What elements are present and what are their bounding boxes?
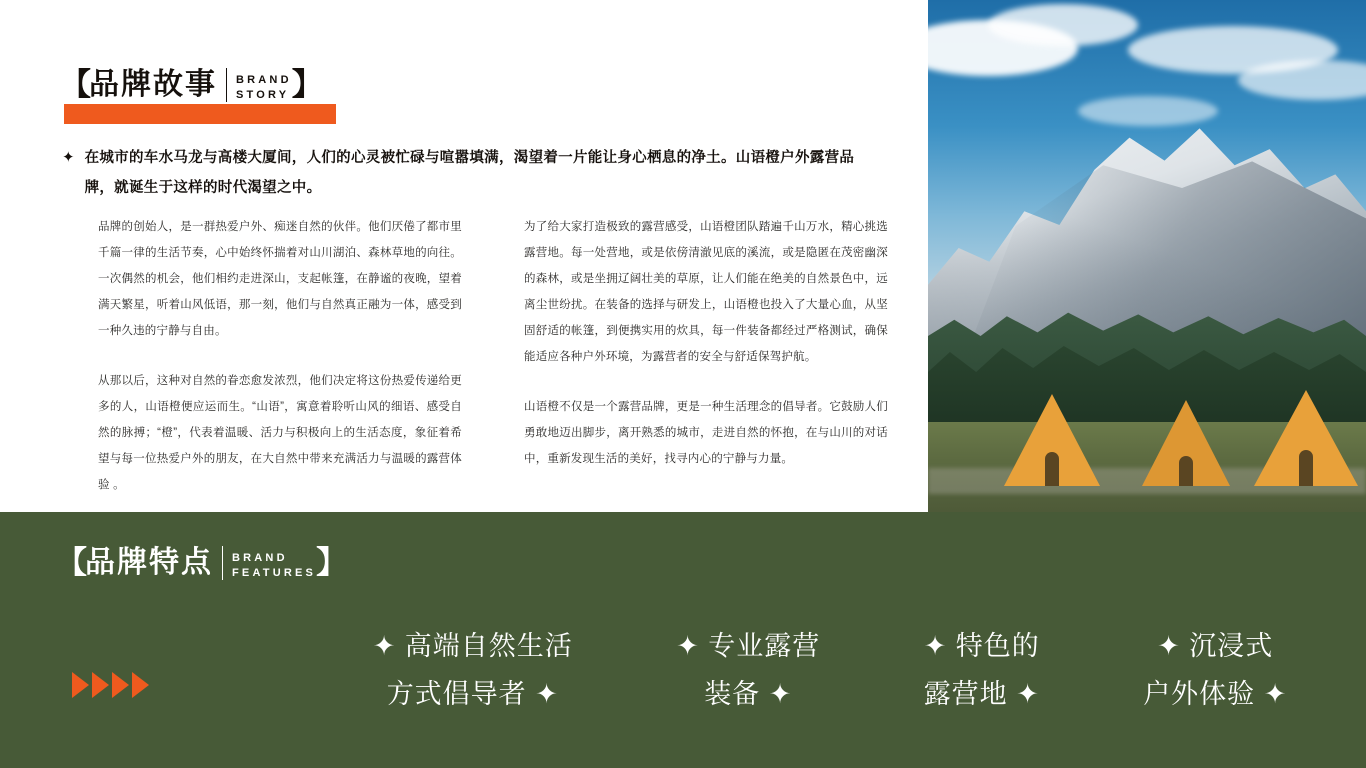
feature-item: [881, 622, 1083, 718]
feature-list: [330, 622, 1330, 718]
feature-line-1: ✦ 特色的: [923, 631, 1040, 661]
bracket-right: 】: [291, 67, 321, 102]
chevron-right-icon: [72, 672, 89, 698]
brand-story-title: [60, 66, 360, 128]
feature-line-2: 户外体验 ✦: [1143, 679, 1288, 709]
cloud: [988, 4, 1138, 46]
snow-mountain-campsite-photo: [928, 0, 1366, 512]
paragraph: 为了给大家打造极致的露营感受，山语橙团队踏遍千山万水，精心挑选露营地。每一处营地，或是依傍清澈见底的溪流，或是隐匿在茂密幽深的森林，或是坐拥辽阔壮美的草原，让人们能在绝美的自然景色中，远离尘世纷扰。在装备的选择与研发上，山语橙也投入了大量心血，从坚固舒适的帐篷，到便携实用的炊具，每一件装备都经过严格测试，确保能适应各种户外环境，为露营者的安全与舒适保驾护航。: [524, 221, 888, 363]
brand-features-title: [56, 544, 345, 582]
feature-line-1: ✦ 高端自然生活: [372, 631, 573, 661]
feature-item: [1101, 622, 1331, 718]
body-columns: [98, 214, 888, 498]
feature-line-2: 方式倡导者 ✦: [386, 679, 559, 709]
lead-paragraph-text: 在城市的车水马龙与高楼大厦间，人们的心灵被忙碌与喧嚣填满，渴望着一片能让身心栖息的净土。山语橙户外露营品牌，就诞生于这样的时代渴望之中。: [84, 150, 855, 196]
diamond-bullet-icon: ✦: [62, 149, 75, 166]
chevron-right-icon: [92, 672, 109, 698]
chevron-right-icon: [112, 672, 129, 698]
brand-story-title-en: [236, 73, 292, 103]
feature-line-2: 装备 ✦: [704, 679, 793, 709]
arrow-marker-group: [72, 672, 149, 698]
feature-line-2: 露营地 ✦: [923, 679, 1040, 709]
title-en-line1: BRAND: [236, 74, 292, 86]
bracket-left: 【: [60, 67, 89, 102]
chevron-right-icon: [132, 672, 149, 698]
brand-features-title-en: [232, 551, 316, 581]
paragraph: 品牌的创始人，是一群热爱户外、痴迷自然的伙伴。他们厌倦了都市里千篇一律的生活节奏，心中始终怀揣着对山川湖泊、森林草地的向往。一次偶然的机会，他们相约走进深山，支起帐篷，在静谧的夜晚，望着满天繁星，听着山风低语，那一刻，他们与自然真正融为一体，感受到一种久违的宁静与自由。: [98, 221, 462, 337]
feature-item: [330, 622, 616, 718]
tent-door: [1299, 450, 1313, 486]
brand-story-title-cn: 品牌故事: [89, 68, 217, 101]
bracket-left: 【: [56, 545, 85, 580]
feature-line-1: ✦ 专业露营: [676, 631, 821, 661]
brand-features-title-cn: 品牌特点: [85, 546, 213, 579]
feature-item: [634, 622, 864, 718]
body-column-left: [98, 214, 462, 498]
feature-line-1: ✦ 沉浸式: [1157, 631, 1274, 661]
title-en-line2: STORY: [236, 89, 290, 101]
title-en-line2: FEATURES: [232, 567, 317, 579]
bracket-right: 】: [316, 545, 346, 580]
paragraph: 山语橙不仅是一个露营品牌，更是一种生活理念的倡导者。它鼓励人们勇敢地迈出脚步，离开熟悉的城市，走进自然的怀抱，在与山川的对话中，重新发现生活的美好，找寻内心的宁静与力量。: [524, 401, 888, 465]
tent-door: [1045, 452, 1059, 486]
brand-features-section: [0, 512, 1366, 768]
paragraph: 从那以后，这种对自然的眷恋愈发浓烈，他们决定将这份热爱传递给更多的人，山语橙便应运而生。“山语”，寓意着聆听山风的细语、感受自然的脉搏；“橙”，代表着温暖、活力与积极向上的生活态度，象征着希望与每一位热爱户外的朋友，在大自然中带来充满活力与温暖的露营体验 。: [98, 375, 462, 491]
title-divider: [222, 546, 223, 580]
cloud: [1078, 96, 1218, 126]
title-divider: [226, 68, 227, 102]
body-column-right: [524, 214, 888, 498]
title-en-line1: BRAND: [232, 552, 288, 564]
lead-paragraph: [62, 143, 872, 203]
tent-door: [1179, 456, 1193, 486]
title-highlight-bar: [64, 104, 336, 124]
